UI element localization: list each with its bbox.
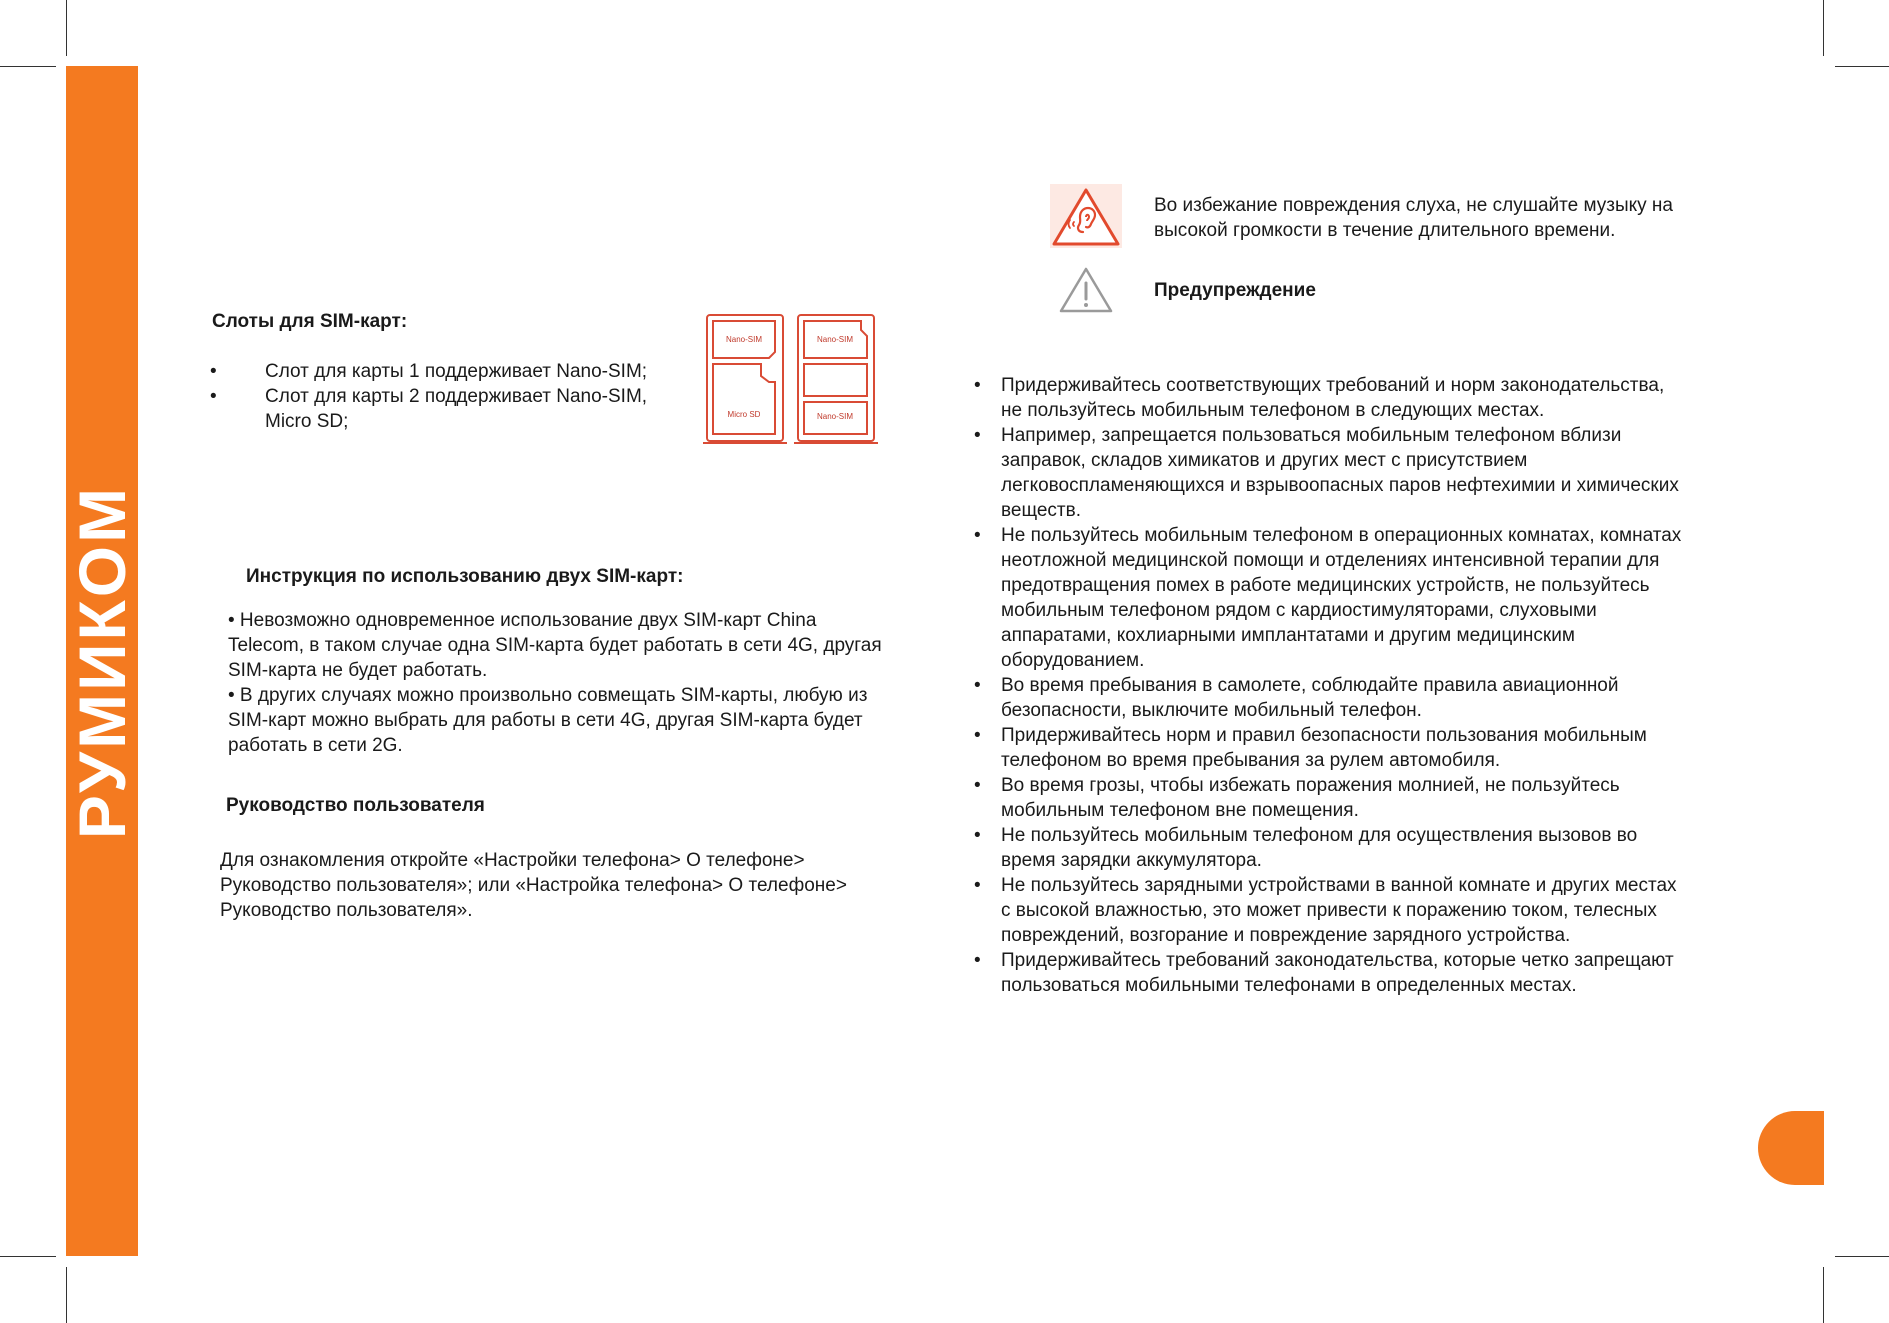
list-item bbox=[974, 823, 1684, 873]
list-item bbox=[974, 773, 1684, 823]
bullet: • bbox=[210, 386, 217, 407]
bullet: • bbox=[974, 375, 981, 396]
tray-2-top-label: Nano-SIM bbox=[816, 335, 854, 344]
list-item bbox=[210, 359, 680, 384]
tray-1-top-label: Nano-SIM bbox=[725, 335, 763, 344]
sim-slot-1-text: Слот для карты 1 поддерживает Nano-SIM; bbox=[265, 361, 648, 382]
list-item bbox=[974, 423, 1684, 523]
crop-mark bbox=[1823, 1267, 1824, 1323]
ear-warning-icon bbox=[1050, 184, 1122, 248]
crop-mark bbox=[1823, 0, 1824, 56]
bullet: • bbox=[974, 775, 981, 796]
sim-tray-illustration bbox=[703, 312, 878, 447]
safety-item-text: Во время пребывания в самолете, соблюдайте правила авиационной безопасности, выключите мобильный телефон. bbox=[1001, 675, 1619, 721]
crop-mark bbox=[1835, 66, 1889, 67]
sim-slots-list bbox=[210, 359, 680, 434]
list-item bbox=[974, 948, 1684, 998]
list-item bbox=[210, 384, 680, 434]
crop-mark bbox=[66, 0, 67, 56]
sim-tray-1-frame bbox=[707, 315, 783, 441]
manual-text: Для ознакомления откройте «Настройки телефона> О телефоне> Руководство пользователя»; или «Настройка телефона> О телефоне> Руководство пользователя». bbox=[220, 850, 847, 921]
list-item bbox=[974, 723, 1684, 773]
manual-title: Руководство пользователя bbox=[226, 795, 485, 816]
sim-slots-title: Слоты для SIM-карт: bbox=[212, 311, 408, 332]
safety-item-text: Придерживайтесь требований законодательства, которые четко запрещают пользоваться мобильными телефонами в определенных местах. bbox=[1001, 950, 1674, 996]
safety-item-text: Например, запрещается пользоваться мобильным телефоном вблизи заправок, складов химикатов и других мест с присутствием легковоспламеняющихся и взрывоопасных паров нефтехимии и химических веществ. bbox=[1001, 425, 1679, 521]
sim-tray-2-divider bbox=[804, 364, 867, 396]
safety-item-text: Во время грозы, чтобы избежать поражения молнией, не пользуйтесь мобильным телефоном вне помещения. bbox=[1001, 775, 1620, 821]
bullet: • bbox=[974, 950, 981, 971]
crop-mark bbox=[0, 1256, 56, 1257]
bullet: • bbox=[974, 725, 981, 746]
bullet: • bbox=[210, 361, 217, 382]
warning-title: Предупреждение bbox=[1154, 280, 1316, 301]
safety-item-text: Не пользуйтесь зарядными устройствами в ванной комнате и других местах с высокой влажностью, это может привести к поражению током, телесных повреждений, возгорание и повреждение зарядного устройства. bbox=[1001, 875, 1677, 946]
crop-mark bbox=[1835, 1256, 1889, 1257]
bullet: • bbox=[974, 875, 981, 896]
sim-tray-1-microsd-slot bbox=[713, 364, 775, 434]
tray-2-bottom-label: Nano-SIM bbox=[816, 412, 854, 421]
warning-triangle-icon bbox=[1058, 266, 1114, 314]
crop-mark bbox=[0, 66, 56, 67]
page-tab bbox=[1758, 1111, 1824, 1185]
dual-sim-paragraph-2: • В других случаях можно произвольно совмещать SIM-карты, любую из SIM-карт можно выбрать для работы в сети 4G, другая SIM-карта будет работать в сети 2G. bbox=[228, 685, 868, 756]
sim-slot-2-text: Слот для карты 2 поддерживает Nano-SIM, Micro SD; bbox=[265, 386, 648, 432]
bullet: • bbox=[974, 425, 981, 446]
safety-item-text: Не пользуйтесь мобильным телефоном в операционных комнатах, комнатах неотложной медицинской помощи и отделениях интенсивной терапии для предотвращения помех в работе медицинских устройств, не пользуйтесь мобильным телефоном рядом с кардиостимуляторами, слуховыми аппаратами, кохлиарными имплантатами и другим медицинским оборудованием. bbox=[1001, 525, 1682, 671]
sim-tray-2-frame bbox=[798, 315, 874, 441]
bullet: • bbox=[974, 675, 981, 696]
dual-sim-title: Инструкция по использованию двух SIM-карт: bbox=[246, 566, 684, 587]
list-item bbox=[974, 523, 1684, 673]
list-item bbox=[974, 373, 1684, 423]
tray-1-bottom-label: Micro SD bbox=[727, 410, 761, 419]
brand-logo: РУМИКОМ bbox=[65, 484, 139, 840]
safety-list bbox=[974, 373, 1684, 998]
bullet: • bbox=[974, 525, 981, 546]
safety-item-text: Придерживайтесь норм и правил безопасности пользования мобильным телефоном во время пребывания за рулем автомобиля. bbox=[1001, 725, 1647, 771]
hearing-warning-text: Во избежание повреждения слуха, не слушайте музыку на высокой громкости в течение длительного времени. bbox=[1154, 195, 1673, 241]
safety-item-text: Не пользуйтесь мобильным телефоном для осуществления вызовов во время зарядки аккумулятора. bbox=[1001, 825, 1638, 871]
dual-sim-paragraph-1: • Невозможно одновременное использование двух SIM-карт China Telecom, в таком случае одна SIM-карта будет работать в сети 4G, другая SIM-карта не будет работать. bbox=[228, 610, 882, 681]
list-item bbox=[974, 673, 1684, 723]
bullet: • bbox=[974, 825, 981, 846]
crop-mark bbox=[66, 1267, 67, 1323]
list-item bbox=[974, 873, 1684, 948]
safety-item-text: Придерживайтесь соответствующих требований и норм законодательства, не пользуйтесь мобильным телефоном в следующих местах. bbox=[1001, 375, 1665, 421]
